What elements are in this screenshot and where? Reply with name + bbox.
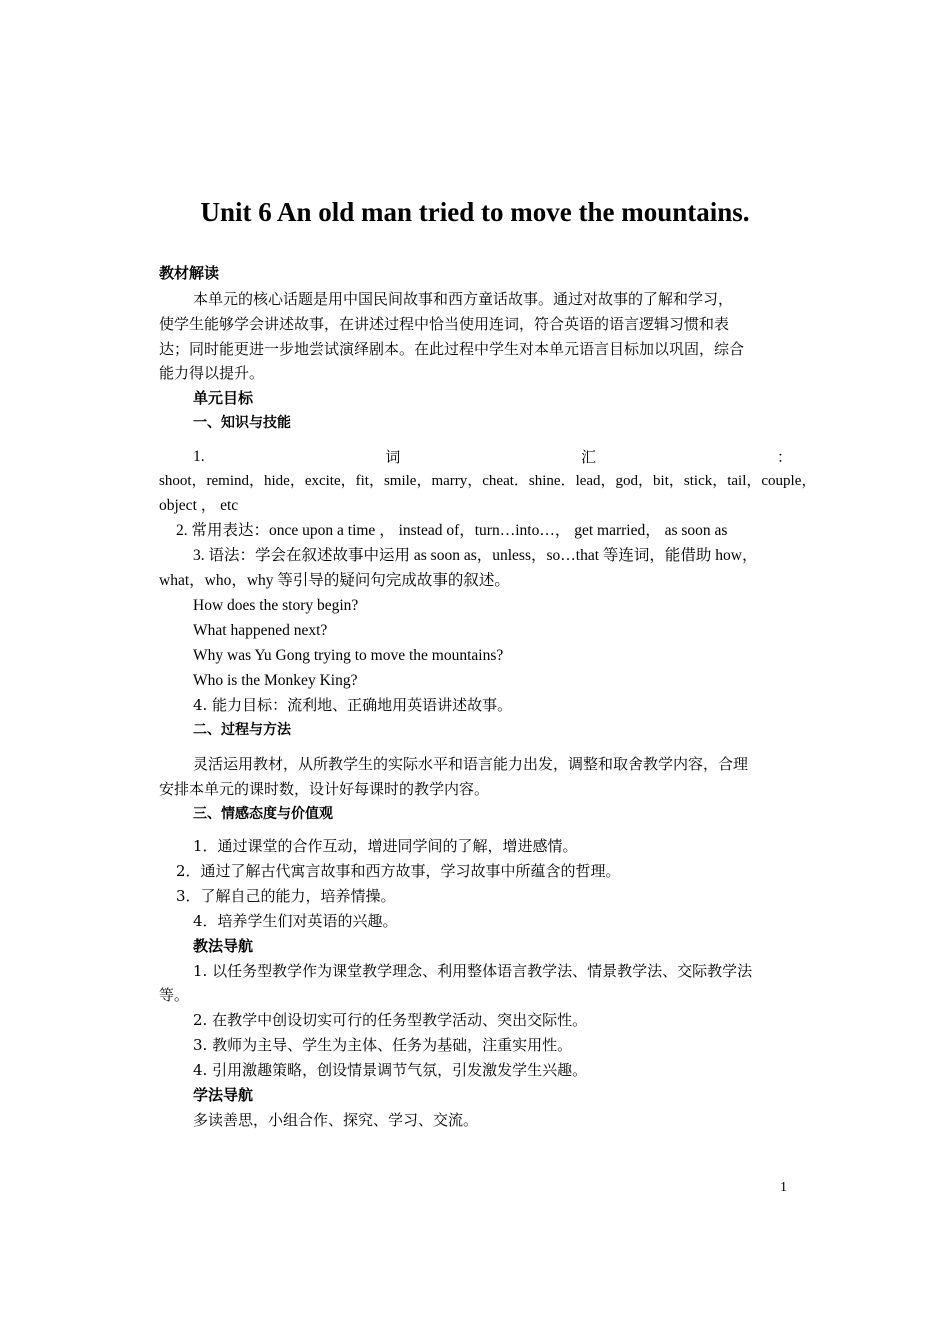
teaching-item: 4. 引用激趣策略，创设情景调节气氛，引发激发学生兴趣。 bbox=[193, 1061, 588, 1079]
vocab-char: 汇 bbox=[581, 448, 597, 466]
question-line: Why was Yu Gong trying to move the mountains? bbox=[193, 647, 504, 664]
attitude-item: 2．通过了解古代寓言故事和西方故事，学习故事中所蕴含的哲理。 bbox=[176, 862, 621, 880]
question-line: What happened next? bbox=[193, 622, 328, 639]
vocab-number: 1. bbox=[193, 448, 205, 465]
vocab-colon: ： bbox=[776, 448, 792, 466]
question-line: How does the story begin? bbox=[193, 597, 359, 614]
process-line: 灵活运用教材，从所教学生的实际水平和语言能力出发，调整和取舍教学内容，合理 bbox=[193, 755, 749, 773]
page-number: 1 bbox=[780, 1180, 787, 1195]
teaching-item-continued: 等。 bbox=[159, 986, 190, 1004]
vocab-heading-row bbox=[159, 447, 792, 467]
teaching-item: 2. 在教学中创设切实可行的任务型教学活动、突出交际性。 bbox=[193, 1011, 588, 1029]
materials-line: 本单元的核心话题是用中国民间故事和西方童话故事。通过对故事的了解和学习， bbox=[193, 290, 734, 308]
materials-heading: 教材解读 bbox=[159, 264, 220, 282]
materials-line: 能力得以提升。 bbox=[159, 364, 265, 382]
grammar-item-line: what，who，why 等引导的疑问句完成故事的叙述。 bbox=[159, 572, 510, 589]
teaching-item: 1. 以任务型教学作为课堂教学理念、利用整体语言教学法、情景教学法、交际教学法 bbox=[193, 962, 753, 980]
vocab-list-end: object ， etc bbox=[159, 497, 239, 514]
expressions-item: 2. 常用表达：once upon a time ， instead of，turn…into…， get married， as soon as bbox=[176, 522, 728, 539]
document-title: Unit 6 An old man tried to move the mountains. bbox=[200, 197, 750, 227]
learning-heading: 学法导航 bbox=[193, 1086, 254, 1104]
materials-line: 使学生能够学会讲述故事，在讲述过程中恰当使用连词，符合英语的语言逻辑习惯和表 bbox=[159, 315, 730, 333]
question-line: Who is the Monkey King? bbox=[193, 672, 358, 689]
attitude-item: 4．培养学生们对英语的兴趣。 bbox=[193, 912, 398, 930]
ability-item: 4. 能力目标：流利地、正确地用英语讲述故事。 bbox=[193, 696, 513, 714]
goals-heading: 单元目标 bbox=[193, 389, 254, 407]
process-line: 安排本单元的课时数，设计好每课时的教学内容。 bbox=[159, 780, 490, 798]
grammar-item-line: 3. 语法：学会在叙述故事中运用 as soon as，unless，so…that 等连词，能借助 how， bbox=[193, 547, 758, 564]
knowledge-heading: 一、知识与技能 bbox=[193, 415, 291, 431]
vocab-list: shoot，remind，hide，excite，fit，smile，marry，cheat．shine．lead，god，bit，stick，tail，couple， bbox=[159, 473, 817, 489]
attitude-item: 3．了解自己的能力，培养情操。 bbox=[176, 887, 396, 905]
process-heading: 二、过程与方法 bbox=[193, 722, 291, 738]
vocab-char: 词 bbox=[385, 448, 401, 466]
teaching-heading: 教法导航 bbox=[193, 937, 254, 955]
teaching-item: 3. 教师为主导、学生为主体、任务为基础，注重实用性。 bbox=[193, 1036, 573, 1054]
materials-line: 达；同时能更进一步地尝试演绎剧本。在此过程中学生对本单元语言目标加以巩固，综合 bbox=[159, 340, 745, 358]
attitude-item: 1．通过课堂的合作互动，增进同学间的了解，增进感情。 bbox=[193, 837, 578, 855]
attitude-heading: 三、情感态度与价值观 bbox=[193, 806, 333, 822]
learning-text: 多读善思，小组合作、探究、学习、交流。 bbox=[193, 1111, 479, 1129]
